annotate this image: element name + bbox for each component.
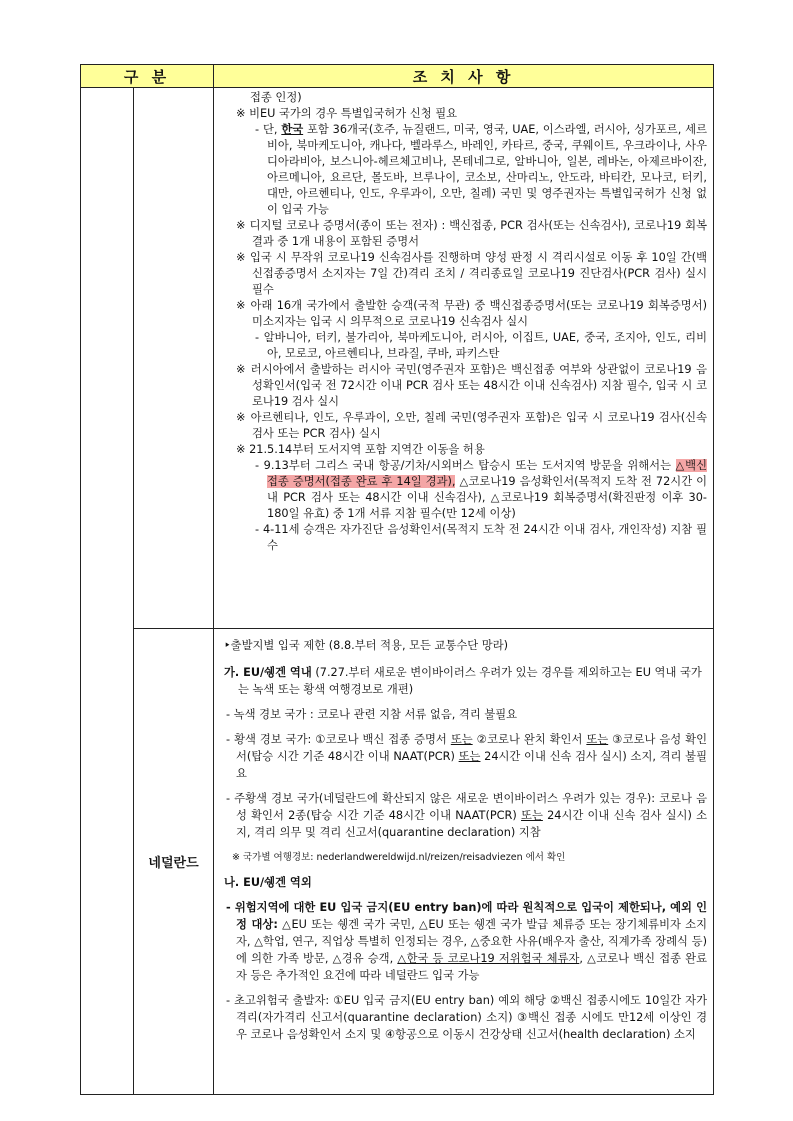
- text: 24시간 이내 신속 검사 실시) 소지, 격리 불필요: [236, 750, 707, 780]
- entry-restriction-heading: ‣출발지별 입국 제한 (8.8.부터 적용, 모든 교통수단 망라): [224, 639, 509, 652]
- section-eu-schengen: [224, 664, 707, 698]
- note-russia: ※ 러시아에서 출발하는 러시아 국민(영주권자 포함)은 백신접종 여부와 상관없이 코로나19 음성확인서(입국 전 72시간 이내 PCR 검사 또는 48시간 이내 신속검사) 지참 필수, 입국 시 코로나19 검사 실시: [236, 363, 707, 408]
- table-row-greece-continued: [81, 88, 714, 629]
- text: 포함 36개국(호주, 뉴질랜드, 미국, 영국, UAE, 이스라엘, 러시아, 싱가포르, 세르비아, 북마케도니아, 캐나다, 벨라루스, 바레인, 카타르, 중국, 쿠웨이트, 우크라이나, 사우디아라비아, 보스니아-헤르체고비나, 몬테네그로, 알바니아, 일본, 레바논, 아제르바이잔, 아르메니아, 요르단, 몰도바, 브루나이, 코소보, 산마리노, 안도라, 바티칸, 모나코, 터키, 대만, 아르헨티나, 인도, 우루과이, 오만, 칠레) 국민 및 영주권자는 특별입국허가 신청 없이 입국 가능: [267, 123, 707, 216]
- netherlands-measures-cell: [214, 629, 714, 1095]
- text: 24시간 이내 신속 검사 실시) 소지, 격리 의무 및 격리 신고서(quarantine declaration) 지참: [236, 809, 708, 839]
- greece-measures-cell: [214, 88, 714, 629]
- region-cell: [81, 88, 134, 1095]
- text: , △코로나 백신 접종 완료자 등은 추가적인 요건에 따라 네덜란드 입국 가능: [236, 952, 707, 982]
- highlighted-text: △백신접종 증명서(접종 완료 후 14일 경과),: [267, 459, 707, 488]
- or-word: 또는: [450, 733, 473, 746]
- text: - 황색 경보 국가: ①코로나 백신 접종 증명서: [226, 733, 451, 746]
- text: △EU 또는 쉥겐 국가 국민, △EU 또는 쉥겐 국가 발급 체류증 또는 장기체류비자 소지자, △학업, 연구, 직업상 특별히 인정되는 경우, △중요한 사유(배우자 출산, 직계가족 장례식 등)에 의한 가족 방문, △경유 승객,: [236, 918, 708, 965]
- note-argentina: ※ 아르헨티나, 인도, 우루과이, 오만, 칠레 국민(영주권자 포함)은 입국 시 코로나19 검사(신속검사 또는 PCR 검사) 실시: [236, 411, 707, 440]
- section-non-eu: [224, 874, 707, 891]
- travel-alert-note: ※ 국가별 여행경보: nederlandwereldwijd.nl/reizen/reisadviezen 에서 확인: [232, 852, 566, 863]
- text-line: 접종 인정): [250, 91, 302, 104]
- text: ③코로나 음성 확인서(탑승 시간 기준 48시간 이내 NAAT(PCR): [236, 733, 708, 763]
- text: - 주황색 경보 국가(네덜란드에 확산되지 않은 새로운 변이바이러스 우려가 있는 경우): 코로나 음성 확인서 2종(탑승 시간 기준 48시간 이내 NAAT(PCR): [226, 792, 707, 822]
- section-title: 나. EU/쉥겐 역외: [224, 876, 312, 889]
- country-list: - 알바니아, 터키, 불가리아, 북마케도니아, 러시아, 이집트, UAE, 중국, 조지아, 인도, 리비아, 모로코, 아르헨티나, 브라질, 쿠바, 파키스탄: [255, 331, 707, 360]
- yellow-alert: [224, 731, 707, 782]
- note-island-travel: ※ 21.5.14부터 도서지역 포함 지역간 이동을 허용: [236, 443, 485, 456]
- header-measures: 조 치 사 항: [214, 65, 714, 88]
- children-requirement: - 4-11세 승객은 자가진단 음성확인서(목적지 도착 전 24시간 이내 검사, 개인작성) 지참 필수: [255, 523, 707, 552]
- country-netherlands: 네덜란드: [134, 629, 214, 1095]
- exempt-countries: [222, 122, 707, 218]
- text: △코로나19 음성확인서(목적지 도착 전 72시간 이내 PCR 검사 또는 48시간 이내 신속검사), △코로나19 회복증명서(확진판정 이후 30-180일 유효) 중 1개 서류 지참 필수(만 12세 이상): [267, 475, 707, 520]
- table-row-netherlands: [81, 629, 714, 1095]
- section-title: 가. EU/쉥겐 역내: [224, 666, 312, 679]
- note-16-countries: ※ 아래 16개 국가에서 출발한 승객(국적 무관) 중 백신접종증명서(또는 코로나19 회복증명서) 미소지자는 입국 시 의무적으로 코로나19 신속검사 실시: [236, 299, 707, 328]
- table-header-row: [81, 65, 714, 88]
- orange-alert: [224, 790, 707, 841]
- note-digital-certificate: ※ 디지털 코로나 증명서(종이 또는 전자) : 백신접종, PCR 검사(또는 신속검사), 코로나19 회복 결과 중 1개 내용이 포함된 증명서: [236, 219, 707, 248]
- or-word: 또는: [458, 750, 481, 763]
- domestic-travel-requirement: [222, 458, 707, 522]
- note-random-test: ※ 입국 시 무작위 코로나19 신속검사를 진행하며 양성 판정 시 격리시설로 이동 후 10일 간(백신접종증명서 소지자는 7일 간)격리 조치 / 격리종료일 코로나19 진단검사(PCR 검사) 실시 필수: [236, 251, 707, 296]
- green-alert: - 녹색 경보 국가 : 코로나 관련 지참 서류 없음, 격리 불필요: [226, 708, 518, 721]
- underlined-text: △한국 등 코로나19 저위험국 체류자: [397, 952, 580, 965]
- or-word: 또는: [521, 809, 543, 822]
- ultra-high-risk: - 초고위험국 출발자: ①EU 입국 금지(EU entry ban) 예외 해당 ②백신 접종시에도 10일간 자가격리(자가격리 신고서(quarantine declaration) 소지) ③백신 접종 시에도 만12세 이상인 경우 코로나 음성확인서 소지 및 ④항공으로 이동시 건강상태 신고서(health declaration) 소지: [226, 994, 707, 1041]
- risk-area-ban: [224, 899, 707, 984]
- section-desc: (7.27.부터 새로운 변이바이러스 우려가 있는 경우를 제외하고는 EU 역내 국가는 녹색 또는 황색 여행경보로 개편): [238, 666, 702, 696]
- or-word: 또는: [586, 733, 609, 746]
- header-category: 구 분: [81, 65, 214, 88]
- note-special-permit: ※ 비EU 국가의 경우 특별입국허가 신청 필요: [236, 107, 458, 120]
- korea-highlight: 한국: [281, 123, 304, 136]
- bold-text: - 위험지역에 대한 EU 입국 금지(EU entry ban)에 따라 원칙적으로 입국이 제한되나, 예외 인정 대상:: [226, 901, 707, 931]
- measures-table: [80, 64, 714, 1095]
- text: ②코로나 완치 확인서: [472, 733, 587, 746]
- text: - 단,: [255, 123, 282, 136]
- country-cell-blank: [134, 88, 214, 629]
- text: - 9.13부터 그리스 국내 항공/기차/시외버스 탑승시 또는 도서지역 방문을 위해서는: [255, 459, 676, 472]
